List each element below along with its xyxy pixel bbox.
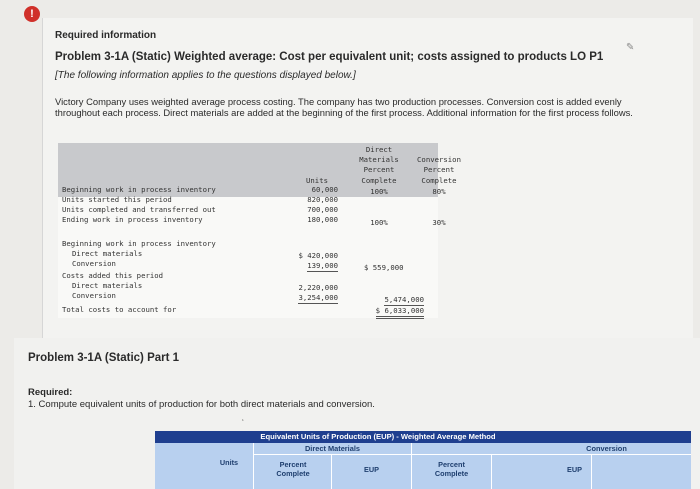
dm-header-1: Direct [365, 145, 393, 154]
intro-paragraph: Victory Company uses weighted average process costing. The company has two production processes. Conversion cost is added evenly throughout each process. Direct materials are added at the beginning of the first process. Additional information for the first process follows. [55, 96, 633, 118]
cost-grand-total: $ 6,033,000 [358, 306, 424, 316]
conv-header-3: Complete [421, 176, 457, 185]
eup-table-subheader [155, 443, 691, 489]
cost-value: $ 420,000 [298, 251, 338, 260]
part-title: Problem 3-1A (Static) Part 1 [28, 352, 180, 364]
eup-table-title: Equivalent Units of Production (EUP) - Weighted Average Method [155, 431, 691, 443]
col-percent-conv-1: Percent [438, 460, 465, 469]
cost-label: Beginning work in process inventory [62, 239, 216, 248]
group-conversion: Conversion [586, 444, 627, 453]
cost-label: Costs added this period [62, 271, 164, 280]
required-text: 1. Compute equivalent units of production for both direct materials and conversion. [28, 399, 375, 410]
required-label: Required: [28, 387, 73, 398]
dm-header-3: Percent [363, 165, 395, 174]
col-units: Units [219, 458, 239, 467]
row-dm-pct: 100% [370, 187, 388, 196]
col-eup-conv: EUP [566, 465, 582, 474]
row-conv-pct: 30% [432, 218, 446, 227]
conv-header-1: Conversion [417, 155, 461, 164]
row-units: 60,000 [311, 185, 338, 194]
group-direct-materials: Direct Materials [304, 444, 361, 453]
cost-label: Conversion [72, 259, 116, 268]
required-info-heading: Required information [55, 30, 157, 41]
col-eup-dm: EUP [363, 465, 379, 474]
units-header: Units [306, 176, 328, 185]
col-percent-conv-2: Complete [434, 469, 469, 478]
dm-header-4: Complete [361, 176, 397, 185]
row-label: Units started this period [62, 195, 172, 204]
cost-value: 139,000 [307, 261, 338, 270]
eup-table [155, 431, 691, 489]
pencil-icon: ✎ [626, 42, 635, 53]
problem-title: Problem 3-1A (Static) Weighted average: Cost per equivalent unit; costs assigned to products LO P1 [55, 51, 604, 63]
cost-value: 3,254,000 [298, 293, 338, 302]
row-dm-pct: 100% [370, 218, 388, 227]
cost-label: Direct materials [72, 249, 143, 258]
dm-header-2: Materials [359, 155, 399, 164]
info-note: [The following information applies to the questions displayed below.] [55, 70, 356, 81]
row-conv-pct: 80% [432, 187, 446, 196]
process-data-table [58, 143, 461, 318]
row-units: 180,000 [307, 215, 338, 224]
row-label: Ending work in process inventory [62, 215, 203, 224]
col-percent-dm-2: Complete [276, 469, 310, 478]
cost-value: 2,220,000 [298, 283, 338, 292]
row-units: 820,000 [307, 195, 338, 204]
cost-label: Conversion [72, 291, 116, 300]
col-percent-dm-1: Percent [279, 460, 307, 469]
row-label: Units completed and transferred out [62, 205, 216, 214]
cost-total: $ 559,000 [364, 263, 404, 272]
tick-mark-icon: ‘ [242, 418, 244, 427]
row-units: 700,000 [307, 205, 338, 214]
cost-label: Direct materials [72, 281, 143, 290]
alert-icon: ! [24, 6, 40, 22]
conv-header-2: Percent [423, 165, 455, 174]
row-label: Beginning work in process inventory [62, 185, 216, 194]
cost-total: 5,474,000 [384, 295, 424, 304]
cost-label: Total costs to account for [62, 305, 177, 314]
